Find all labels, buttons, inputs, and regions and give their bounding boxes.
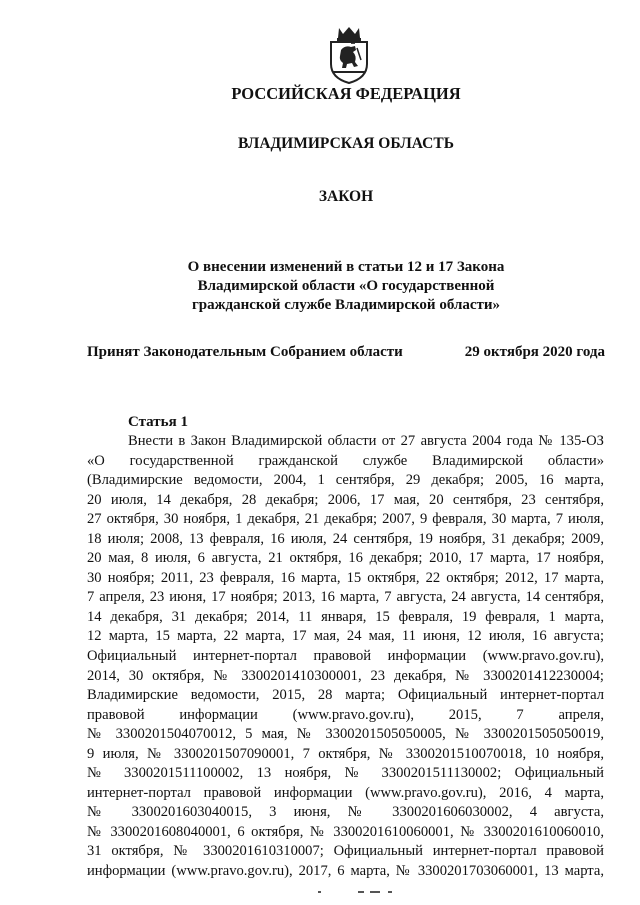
body-line: 7 апреля, 23 июня, 17 ноября; 2013, 16 марта, 7 августа, 24 августа, 14 сентября, bbox=[87, 589, 604, 606]
body-line: 20 мая, 8 июля, 6 августа, 21 октября, 16 декабря; 2010, 17 марта, 17 ноября, bbox=[87, 550, 604, 567]
coat-of-arms-icon bbox=[325, 26, 373, 84]
body-line: (Владимирские ведомости, 2004, 1 сентября, 29 декабря; 2005, 16 марта, bbox=[87, 472, 604, 489]
document-type-heading: ЗАКОН bbox=[318, 188, 374, 205]
adoption-line bbox=[87, 344, 605, 361]
body-line: № 3300201608040001, 6 октября, № 3300201610060001, № 3300201610060010, bbox=[87, 823, 604, 840]
body-line: 30 ноября; 2011, 23 февраля, 16 марта, 15 октября, 22 октября; 2012, 17 марта, bbox=[87, 569, 604, 586]
body-line: 31 октября, № 3300201610310007; Официальный интернет-портал правовой bbox=[87, 843, 604, 860]
law-title-line: гражданской службе Владимирской области» bbox=[191, 297, 501, 313]
body-line: № 3300201603040015, 3 июня, № 3300201606030002, 4 августа, bbox=[87, 804, 604, 821]
body-line: 9 июля, № 3300201507090001, 7 октября, № 3300201510070018, 10 ноября, bbox=[87, 745, 604, 762]
body-line: 12 марта, 15 марта, 22 марта, 17 мая, 24 мая, 11 июня, 12 июля, 16 августа; bbox=[87, 628, 604, 645]
law-title-line: Владимирской области «О государственной bbox=[197, 278, 495, 294]
body-line: Внести в Закон Владимирской области от 27 августа 2004 года № 135-ОЗ bbox=[128, 433, 604, 449]
law-title-line: О внесении изменений в статьи 12 и 17 Закона bbox=[187, 259, 505, 275]
body-line: 14 декабря, 31 декабря; 2014, 11 января, 15 февраля, 19 февраля, 1 марта, bbox=[87, 608, 604, 625]
body-line: № 3300201504070012, 5 мая, № 3300201505050005, № 3300201505050019, bbox=[87, 726, 604, 743]
adoption-date: 29 октября 2020 года bbox=[464, 344, 605, 360]
region-heading: ВЛАДИМИРСКАЯ ОБЛАСТЬ bbox=[238, 135, 454, 152]
article-body bbox=[87, 432, 604, 882]
body-line: Владимирские ведомости, 2015, 28 марта; Официальный интернет-портал bbox=[87, 687, 604, 704]
body-line: 27 октября, 30 ноября, 1 декабря, 21 декабря; 2007, 9 февраля, 30 марта, 7 июля, bbox=[87, 511, 604, 528]
body-line: правовой информации (www.pravo.gov.ru), 2015, 7 апреля, bbox=[87, 706, 604, 723]
body-line: 20 июля, 14 декабря, 28 декабря; 2006, 17 мая, 20 сентября, 23 сентября, bbox=[87, 491, 604, 508]
scan-artifact bbox=[318, 891, 398, 894]
body-line: 18 июля; 2008, 13 февраля, 16 июля, 24 сентября, 19 ноября, 31 декабря; 2009, bbox=[87, 530, 604, 547]
federation-heading: РОССИЙСКАЯ ФЕДЕРАЦИЯ bbox=[231, 84, 461, 103]
adoption-text: Принят Законодательным Собранием области bbox=[87, 344, 403, 360]
body-line: № 3300201511100002, 13 ноября, № 3300201511130002; Официальный bbox=[87, 765, 604, 782]
body-line: интернет-портал правовой информации (www.pravo.gov.ru), 2016, 4 марта, bbox=[87, 784, 604, 801]
law-title bbox=[26, 258, 640, 315]
article-heading: Статья 1 bbox=[128, 414, 188, 430]
body-line: 2014, 30 октября, № 3300201410300001, 23 декабря, № 3300201412230004; bbox=[87, 667, 604, 684]
body-line: информации (www.pravo.gov.ru), 2017, 6 марта, № 3300201703060001, 13 марта, bbox=[87, 863, 604, 880]
body-line: Официальный интернет-портал правовой информации (www.pravo.gov.ru), bbox=[87, 648, 604, 665]
body-line: «О государственной гражданской службе Владимирской области» bbox=[87, 452, 604, 469]
